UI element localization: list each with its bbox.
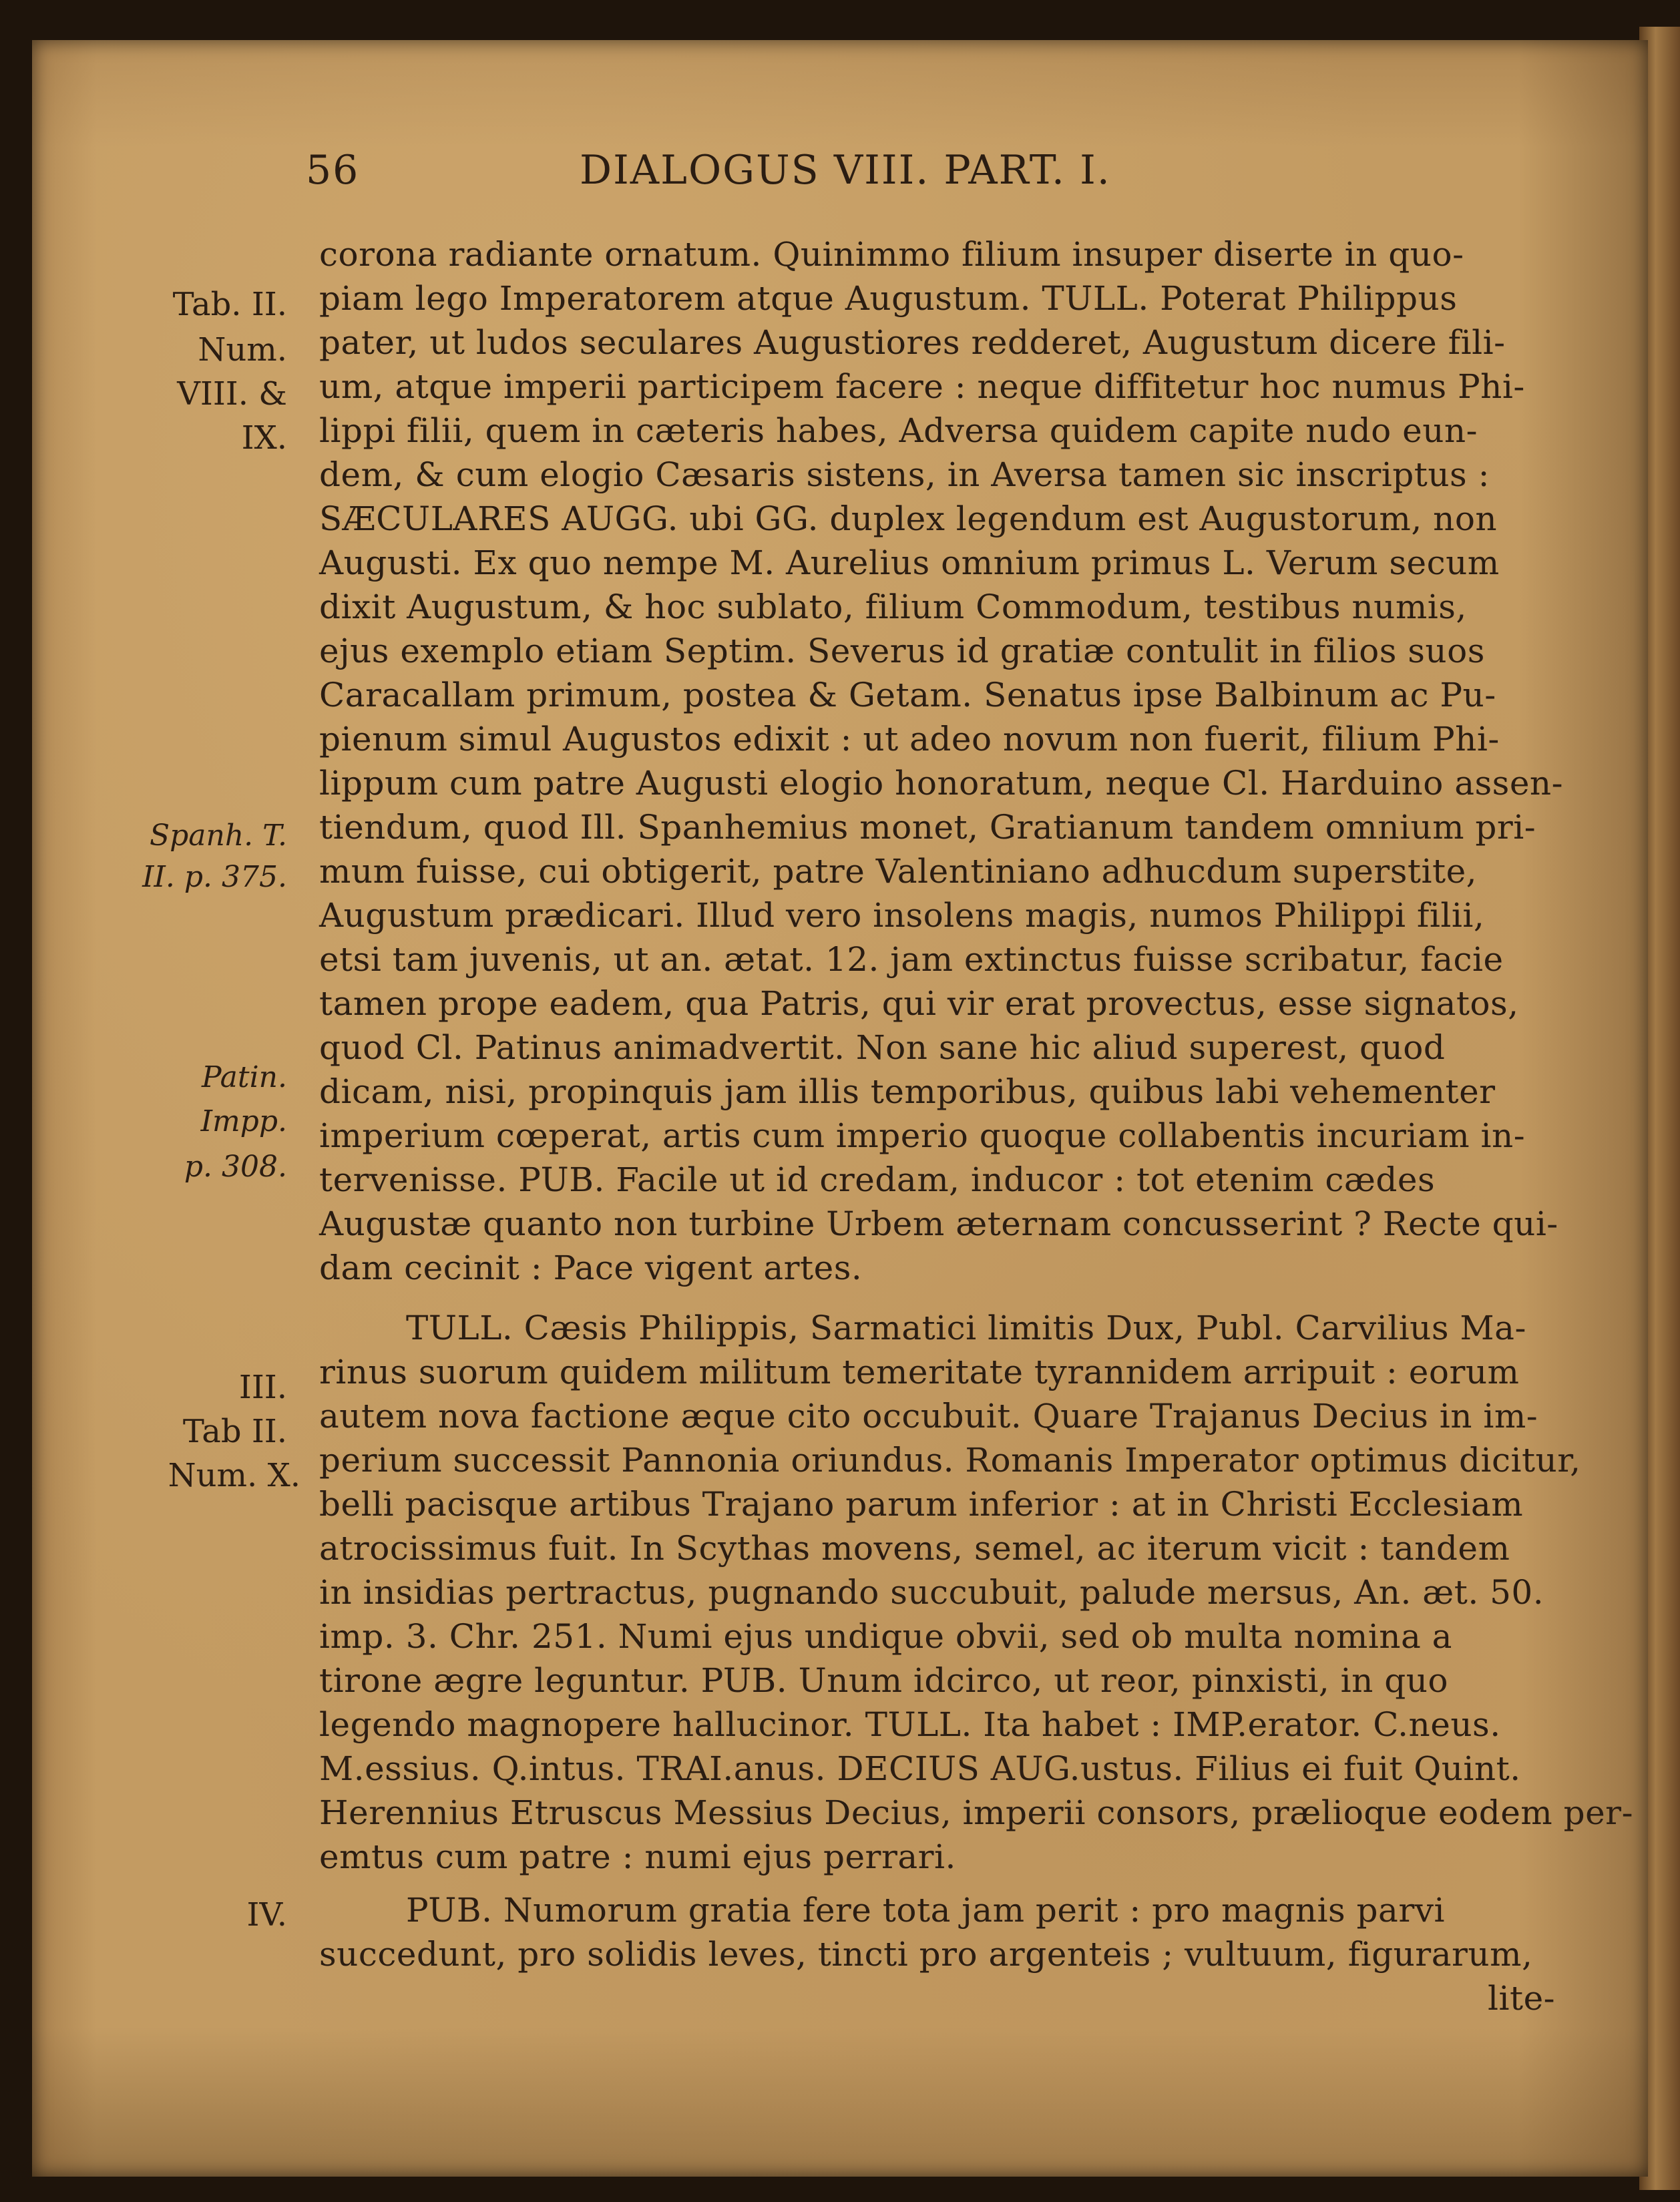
book-page: 56 DIALOGUS VIII. PART. I. Tab. II. Num. VIII. & IX. Spanh. T. II. p. 375. Patin. Impp. p. 308. III. Tab II. Num. X. IV. corona radiante ornatum. Quinimmo filium insuper diserte in quo- piam lego Imperatorem atque Augustum. TULL. Poterat Philippus pater, ut ludos seculares Augustiores redderet, Augustum dicere fili- um, atque imperii participem facere : neque diffitetur hoc numus Phi- lippi filii, quem in cæteris habes, Adversa quidem capite nudo eun- dem, & cum elogio Cæsaris sistens, in Aversa tamen sic inscriptus : SÆCULARES AUGG. ubi GG. duplex legendum est Augustorum, non Augusti. Ex quo nempe M. Aurelius omnium primus L. Verum secum dixit Augustum, & hoc sublato, filium Commodum, testibus numis, ejus exemplo etiam Septim. Severus id gratiæ contulit in filios suos Caracallam primum, postea & Getam. Senatus ipse Balbinum ac Pu- pienum simul Augustos edixit : ut adeo novum non fuerit, filium Phi- lippum cum patre Augusti elogio honoratum, neque Cl. Harduino assen- tiendum, quod Ill. Spanhemius monet, Gratianum tandem omnium pri- mum fuisse, cui obtigerit, patre Valentiniano adhucdum superstite, Augustum prædicari. Illud vero insolens magis, numos Philippi filii, etsi tam juvenis, ut an. ætat. 12. jam extinctus fuisse scribatur, facie tamen prope eadem, qua Patris, qui vir erat provectus, esse signatos, quod Cl. Patinus animadvertit. Non sane hic aliud superest, quod dicam, nisi, propinquis jam illis temporibus, quibus labi vehementer imperium cœperat, artis cum imperio quoque collabentis incuriam in- tervenisse. PUB. Facile ut id credam, inducor : tot etenim cædes Augustæ quanto non turbine Urbem æternam concusserint ? Recte qui- dam cecinit : Pace vigent artes. TULL. Cæsis Philippis, Sarmatici limitis Dux, Publ. Carvilius Ma- rinus suorum quidem militum temeritate tyrannidem arripuit : eorum autem nova factione æque cito occubuit. Quare Trajanus Decius in im- perium successit Pannonia oriundus. Romanis Imperator optimus dicitur, belli pacisque artibus Trajano parum inferior : at in Christi Ecclesiam atrocissimus fuit. In Scythas movens, semel, ac iterum vicit : tandem in insidias pertractus, pugnando succubuit, palude mersus, An. æt. 50. imp. 3. Chr. 251. Numi ejus undique obvii, sed ob multa nomina a tirone ægre leguntur. PUB. Unum idcirco, ut reor, pinxisti, in quo legendo magnopere hallucinor. TULL. Ita habet : IMP.erator. C.neus. M.essius. Q.intus. TRAI.anus. DECIUS AUG.ustus. Filius ei fuit Quint. Herennius Etruscus Messius Decius, imperii consors, prælioque eodem per- emtus cum patre : numi ejus perrari. PUB. Numorum gratia fere tota jam perit : pro magnis parvi succedunt, pro solidis leves, tincti pro argenteis ; vultuum, figurarum, lite- — [32, 40, 1648, 2177]
margin-note: Tab II. — [182, 1413, 287, 1450]
margin-note: p. 308. — [184, 1150, 287, 1184]
margin-note: Impp. — [200, 1104, 287, 1138]
margin-note: IV. — [246, 1896, 287, 1934]
margin-note: III. — [238, 1369, 287, 1406]
margin-note: Patin. — [202, 1060, 287, 1094]
margin-note: Spanh. T. — [149, 819, 287, 853]
margin-note: Num. X. — [168, 1457, 300, 1494]
page-number: 56 — [306, 147, 360, 194]
margin-note: Tab. II. — [172, 286, 287, 323]
margin-note: Num. — [198, 331, 287, 369]
running-head: DIALOGUS VIII. PART. I. — [580, 147, 1111, 194]
margin-note: VIII. & — [177, 375, 287, 413]
margin-note: IX. — [241, 419, 287, 457]
margin-note: II. p. 375. — [142, 860, 287, 894]
